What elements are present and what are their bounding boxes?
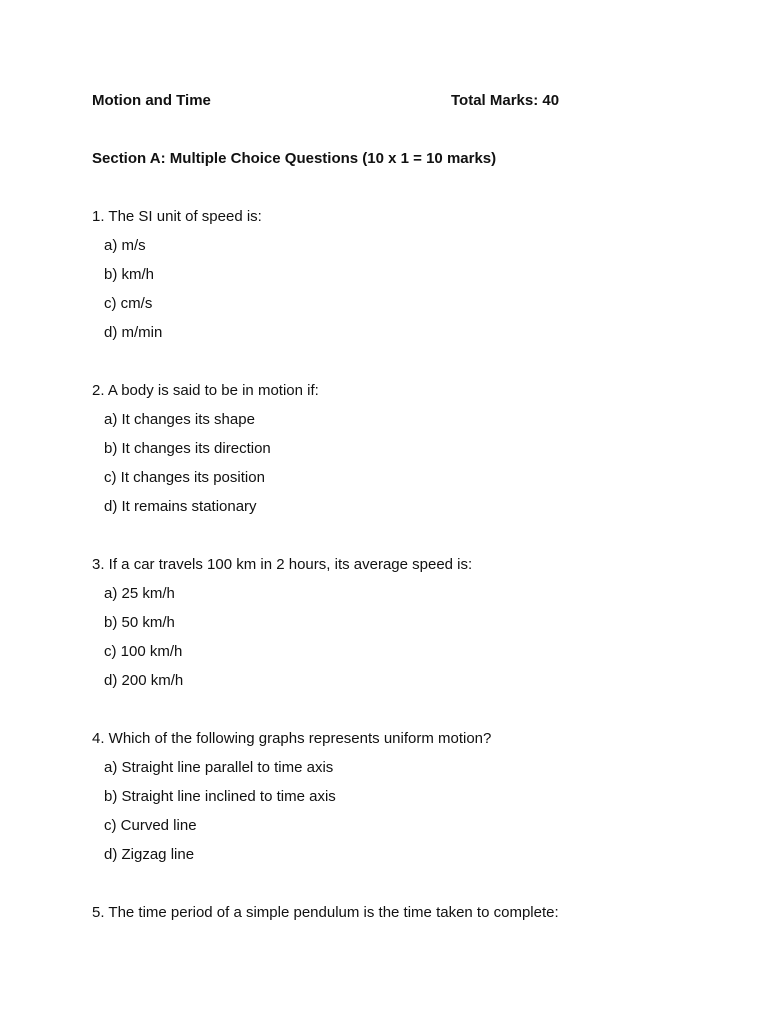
question-text: 3. If a car travels 100 km in 2 hours, its average speed is: xyxy=(92,556,473,573)
question-block xyxy=(92,202,712,347)
question-text: 5. The time period of a simple pendulum is the time taken to complete: xyxy=(92,904,559,921)
option-item: c) 100 km/h xyxy=(104,643,183,660)
question-text: 4. Which of the following graphs represents uniform motion? xyxy=(92,730,492,747)
question-text: 2. A body is said to be in motion if: xyxy=(92,382,319,399)
option-item: c) It changes its position xyxy=(104,469,265,486)
document-header xyxy=(92,86,712,115)
question-block xyxy=(92,898,712,927)
total-marks: Total Marks: 40 xyxy=(451,92,560,109)
option-item: b) km/h xyxy=(104,266,155,283)
option-item: c) cm/s xyxy=(104,295,153,312)
option-item: a) It changes its shape xyxy=(104,411,255,428)
section-a-title: Section A: Multiple Choice Questions (10 x 1 = 10 marks) xyxy=(92,150,497,167)
option-item: a) 25 km/h xyxy=(104,585,175,602)
question-block xyxy=(92,376,712,521)
option-item: d) Zigzag line xyxy=(104,846,195,863)
option-item: b) Straight line inclined to time axis xyxy=(104,788,336,805)
question-text: 1. The SI unit of speed is: xyxy=(92,208,262,225)
option-item: b) 50 km/h xyxy=(104,614,175,631)
option-item: a) Straight line parallel to time axis xyxy=(104,759,334,776)
question-block xyxy=(92,550,712,695)
option-item: d) It remains stationary xyxy=(104,498,257,515)
document-title: Motion and Time xyxy=(92,92,211,109)
option-item: c) Curved line xyxy=(104,817,197,834)
question-block xyxy=(92,724,712,869)
document-content xyxy=(92,86,712,927)
option-item: a) m/s xyxy=(104,237,146,254)
option-item: d) m/min xyxy=(104,324,163,341)
option-item: b) It changes its direction xyxy=(104,440,271,457)
option-item: d) 200 km/h xyxy=(104,672,184,689)
